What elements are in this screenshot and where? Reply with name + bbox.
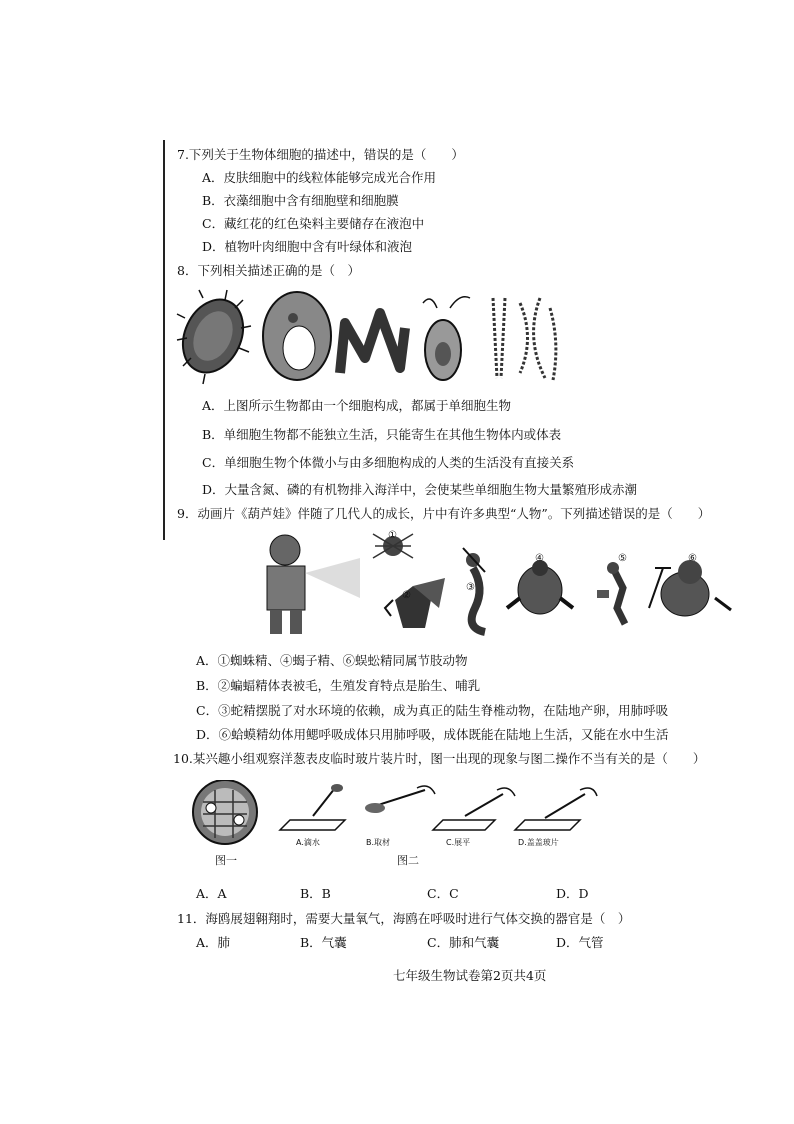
q10-option-a: A．A — [196, 886, 227, 901]
q11-stem: 11．海鸥展翅翱翔时，需要大量氧气，海鸥在呼吸时进行气体交换的器官是（ ） — [177, 911, 631, 926]
q9-stem: 9．动画片《葫芦娃》伴随了几代人的成长，片中有许多典型“人物”。下列描述错误的是（ ） — [177, 506, 711, 521]
q10-stem: 10.某兴趣小组观察洋葱表皮临时玻片装片时，图一出现的现象与图二操作不当有关的是（ ） — [173, 751, 706, 766]
centipede-image — [597, 562, 625, 624]
q9-option-d: D．⑥蛤蟆精幼体用鳃呼吸成体只用肺呼吸，成体既能在陆地上生活，又能在水中生活 — [196, 727, 669, 742]
q8-stem: 8．下列相关描述正确的是（ ） — [177, 263, 360, 278]
q8-organisms-figure — [175, 288, 585, 388]
q10-option-d: D．D — [556, 886, 589, 901]
q10-option-b: B．B — [300, 886, 331, 901]
bacterium-image — [175, 290, 254, 384]
cell-image — [263, 292, 331, 380]
q11-option-d: D．气管 — [556, 935, 604, 950]
marker-3: ③ — [466, 582, 475, 593]
euglena-image — [423, 297, 470, 380]
step-c-label: C.展平 — [446, 838, 471, 847]
bat-image — [385, 578, 445, 628]
q9-option-a: A．①蜘蛛精、④蝎子精、⑥蜈蚣精同属节肢动物 — [196, 653, 468, 668]
microscope-view-image — [193, 780, 257, 844]
page-footer: 七年级生物试卷第2页共4页 — [393, 968, 547, 983]
q7-option-c: C．藏红花的红色染料主要储存在液泡中 — [202, 216, 425, 231]
figure-2-label: 图二 — [397, 854, 419, 867]
q7-option-a: A．皮肤细胞中的线粒体能够完成光合作用 — [202, 170, 437, 185]
marker-4: ④ — [535, 553, 544, 564]
q7-option-d: D．植物叶肉细胞中含有叶绿体和液泡 — [202, 239, 413, 254]
q8-option-c: C．单细胞生物个体微小与由多细胞构成的人类的生活没有直接关系 — [202, 455, 575, 470]
step-c-image — [433, 788, 515, 830]
step-d-label: D.盖盖玻片 — [518, 838, 559, 847]
marker-1: ① — [388, 530, 397, 541]
step-b-label: B.取材 — [366, 838, 391, 847]
step-a-label: A.滴水 — [296, 838, 320, 847]
q8-option-b: B．单细胞生物都不能独立生活，只能寄生在其他生物体内或体表 — [202, 427, 562, 442]
q11-option-b: B．气囊 — [300, 935, 347, 950]
q9-characters-figure — [245, 528, 735, 646]
q7-option-b: B．衣藻细胞中含有细胞壁和细胞膜 — [202, 193, 399, 208]
marker-2: ② — [402, 590, 411, 601]
q11-option-a: A．肺 — [196, 935, 231, 950]
q9-option-b: B．②蝙蝠精体表被毛，生殖发育特点是胎生、哺乳 — [196, 678, 481, 693]
spirogyra-image — [493, 298, 556, 380]
filament-image — [340, 313, 405, 373]
toad-image — [649, 560, 731, 616]
step-b-image — [365, 786, 435, 813]
step-a-image — [280, 784, 345, 830]
marker-5: ⑤ — [618, 553, 627, 564]
calabash-boy-image — [267, 535, 360, 634]
q8-option-d: D．大量含氮、磷的有机物排入海洋中，会使某些单细胞生物大量繁殖形成赤潮 — [202, 482, 638, 497]
q9-option-c: C．③蛇精摆脱了对水环境的依赖，成为真正的陆生脊椎动物，在陆地产卵，用肺呼吸 — [196, 703, 669, 718]
q10-option-c: C．C — [427, 886, 459, 901]
step-d-image — [515, 788, 597, 830]
figure-1-label: 图一 — [215, 854, 237, 867]
marker-6: ⑥ — [688, 553, 697, 564]
scorpion-image — [507, 560, 573, 614]
q7-stem: 7.下列关于生物体细胞的描述中，错误的是（ ） — [177, 147, 464, 162]
q11-option-c: C．肺和气囊 — [427, 935, 500, 950]
q8-option-a: A．上图所示生物都由一个细胞构成，都属于单细胞生物 — [202, 398, 512, 413]
left-margin-line — [163, 140, 165, 540]
